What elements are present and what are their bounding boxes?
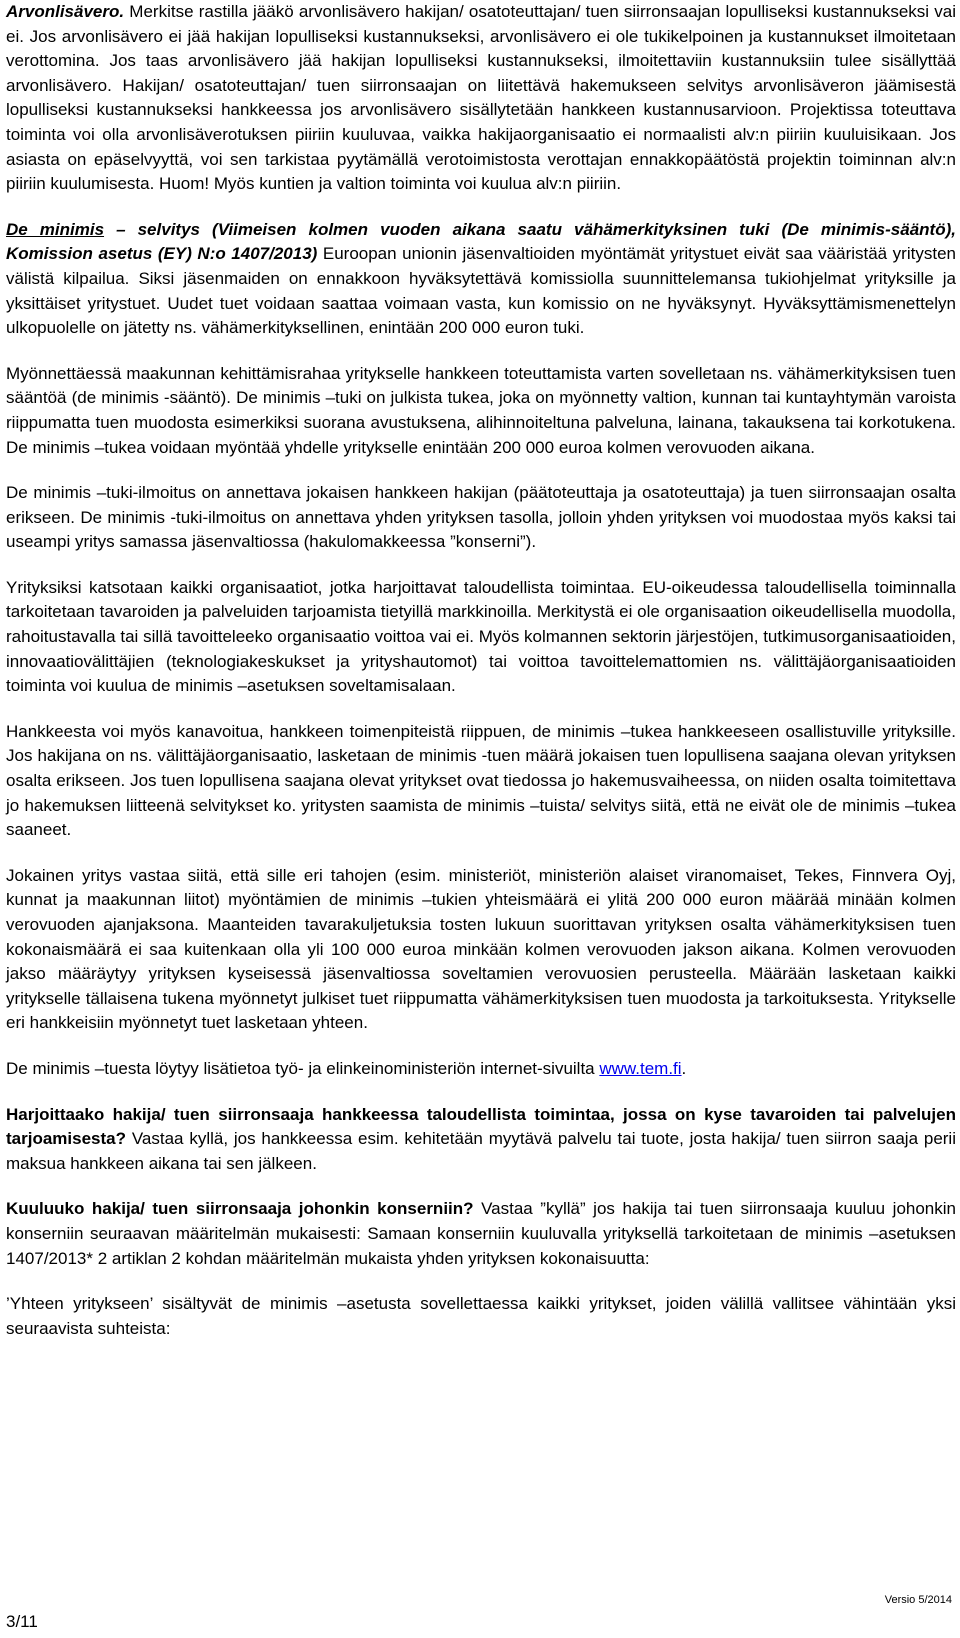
group-question: Kuuluuko hakija/ tuen siirronsaaja johonkin konserniin?: [6, 1199, 474, 1219]
economic-activity-paragraph: [6, 1103, 956, 1177]
notification-paragraph: De minimis –tuki-ilmoitus on annettava jokaisen hankkeen hakijan (päätoteuttaja ja osatoteuttaja) ja tuen siirronsaajan osalta erikseen. De minimis -tuki-ilmoitus on annettava yhden yrityksen tasolla, jolloin yhden yrityksen voi muodostaa myös kaksi tai useampi yritys samassa jäsenvaltiossa (hakulomakkeessa ”konserni”).: [6, 483, 956, 552]
more-info-text: De minimis –tuesta löytyy lisätietoa työ- ja elinkeinoministeriön internet-sivuilta: [6, 1058, 600, 1078]
de-minimis-heading-part1: De minimis: [6, 219, 105, 239]
economic-activity-answer: Vastaa kyllä, jos hankkeessa esim. kehitetään myytävä palvelu tai tuote, josta hakija/ tuen siirron saaja perii maksua hankkeen aikana tai sen jälkeen.: [6, 1129, 956, 1173]
channelling-paragraph: Hankkeesta voi myös kanavoitua, hankkeen toimenpiteistä riippuen, de minimis –tukea hankkeeseen osallistuville yrityksille. Jos hakijana on ns. välittäjäorganisaatio, lasketaan de minimis -tuen määrä jokaisen tuen lopullisena saajana olevan yrityksen osalta erikseen. Jos tuen lopullisena saajana olevat yritykset ovat tiedossa jo hakemusvaiheessa, on niiden osalta toimitettava jo hakemuksen liitteenä selvitykset ko. yritysten saamista de minimis –tuista/ selvitys siitä, että ne eivät ole de minimis –tukea saaneet.: [6, 721, 956, 840]
economic-activity-question: Harjoittaako hakija/ tuen siirronsaaja hankkeessa taloudellista toimintaa, jossa on kyse tavaroiden tai palvelujen tarjoamisesta?: [6, 1104, 956, 1149]
vat-text: Merkitse rastilla jääkö arvonlisävero hakijan/ osatoteuttajan/ tuen siirronsaajan lopulliseksi kustannukseksi vai ei. Jos arvonlisävero ei jää hakijan lopulliseksi kustannukseksi, arvonlisävero ei ole tukikelpoinen ja kustannukset ilmoitetaan verottomina. Jos taas arvonlisävero jää hakijan lopulliseksi kustannukseksi, ilmoitettaviin kustannuksiin tulee sisällyttää arvonlisävero. Hakijan/ osatoteuttajan/ tuen siirronsaajan on liitettävä hakemukseen selvitys arvonlisäveron jäämisestä lopulliseksi kustannukseksi hankkeessa jos arvonlisävero sisällytetään hankkeen kustannusarvioon. Projektissa toteuttava toiminta voi olla arvonlisäverotuksen piiriin kuuluvaa, vaikka hakijaorganisaatio ei normaalisti alv:n piiriin kuuluisikaan. Jos asiasta on epäselvyyttä, voi sen tarkistaa pyytämällä verotoimistosta verottajan ennakkopäätöstä projektin toiminnan alv:n piiriin kuulumisesta. Huom! Myös kuntien ja valtion toiminta voi kuulua alv:n piiriin.: [6, 2, 956, 194]
de-minimis-intro-text: Euroopan unionin jäsenvaltioiden myöntämät yritystuet eivät saa vääristää yritysten välistä kilpailua. Siksi jäsenmaiden on ennakkoon hyväksytettävä komissiolla suunnittelemansa tukiohjelmat yrityksille ja yksittäiset yritystuet. Uudet tuet voidaan saattaa voimaan vasta, kun komissio on ne hyväksynyt. Hyväksyttämismenettelyn ulkopuolelle on jätetty ns. vähämerkityksellinen, enintään 200 000 euron tuki.: [6, 244, 956, 338]
de-minimis-intro-paragraph: [6, 218, 956, 341]
regional-development-paragraph: Myönnettäessä maakunnan kehittämisrahaa yritykselle hankkeen toteuttamista varten sovelletaan ns. vähämerkityksisen tuen sääntöä (de minimis -sääntö). De minimis –tuki on julkista tukea, joka on myönnetty valtion, kunnan tai kuntayhtymän varoista riippumatta tuen muodosta esimerkiksi suorana avustuksena, alihinnoiteltuna palveluna, lainana, takauksena tai korkotukena. De minimis –tukea voidaan myöntää yhdelle yritykselle enintään 200 000 euroa kolmen verovuoden aikana.: [6, 363, 956, 457]
tem-link[interactable]: www.tem.fi: [599, 1058, 682, 1078]
de-minimis-heading-part2: – selvitys (Viimeisen kolmen vuoden aikana saatu vähämerkityksinen tuki (De minimis-sääntö), Komission asetus (EY) N:o 1407/2013): [6, 219, 956, 264]
version-label: Versio 5/2014: [884, 1594, 952, 1606]
page-number: 3/11: [6, 1612, 38, 1631]
group-paragraph: [6, 1197, 956, 1271]
document-page: [6, 0, 956, 1362]
single-undertaking-paragraph: ’Yhteen yritykseen’ sisältyvät de minimis –asetusta sovellettaessa kaikki yritykset, joiden välillä vallitsee vähintään yksi seuraavista suhteista:: [6, 1294, 956, 1338]
more-info-end: .: [681, 1058, 687, 1078]
responsibility-paragraph: Jokainen yritys vastaa siitä, että sille eri tahojen (esim. ministeriöt, ministeriön alaiset viranomaiset, Tekes, Finnvera Oyj, kunnat ja maakunnan liitot) myöntämien de minimis –tukien yhteismäärä ei ylitä 200 000 euron määrää minään kolmen verovuoden ajanjaksona. Maanteiden tavarakuljetuksia tosten lukuun suorittavan yrityksen osalta vähämerkityksisen tuen kokonaismäärä ei saa kuitenkaan olla yli 100 000 euroa minkään kolmen verovuoden jakson aikana. Kolmen verovuoden jakso määräytyy yrityksen kyseisessä jäsenvaltiossa soveltamien verovuosien perusteella. Määrään lasketaan kaikki yritykselle tällaisena tukena myönnetyt julkiset tuet riippumatta vähämerkityksisen tuen muodosta ja tarkoituksesta. Yritykselle eri hankkeisiin myönnetyt tuet lasketaan yhteen.: [6, 865, 956, 1033]
companies-definition-paragraph: Yrityksiksi katsotaan kaikki organisaatiot, jotka harjoittavat taloudellista toimintaa. EU-oikeudessa taloudellisella toiminnalla tarkoitetaan tavaroiden ja palveluiden tarjoamista tietyillä markkinoilla. Merkitystä ei ole organisaation oikeudellisella muodolla, rahoitustavalla tai sillä tavoitteleeko organisaatio voittoa vai ei. Myös kolmannen sektorin järjestöjen, tutkimusorganisaatioiden, innovaatiovälittäjien (teknologiakeskukset ja yrityshautomot) tai voittoa tavoittelemattomien ns. välittäjäorganisaatioiden toiminta voi kuulua de minimis –asetuksen soveltamisalaan.: [6, 577, 956, 696]
vat-heading: Arvonlisävero.: [6, 2, 125, 21]
group-answer: Vastaa ”kyllä” jos hakija tai tuen siirronsaaja kuuluu johonkin konserniin seuraavan määritelmän mukaisesti: Samaan konserniin kuuluvalla yrityksellä tarkoitetaan de minimis –asetuksen 1407/2013* 2 artiklan 2 kohdan määritelmän mukaista yhden yrityksen kokonaisuutta:: [6, 1199, 956, 1268]
vat-paragraph: [6, 0, 956, 197]
more-info-paragraph: [6, 1057, 956, 1082]
